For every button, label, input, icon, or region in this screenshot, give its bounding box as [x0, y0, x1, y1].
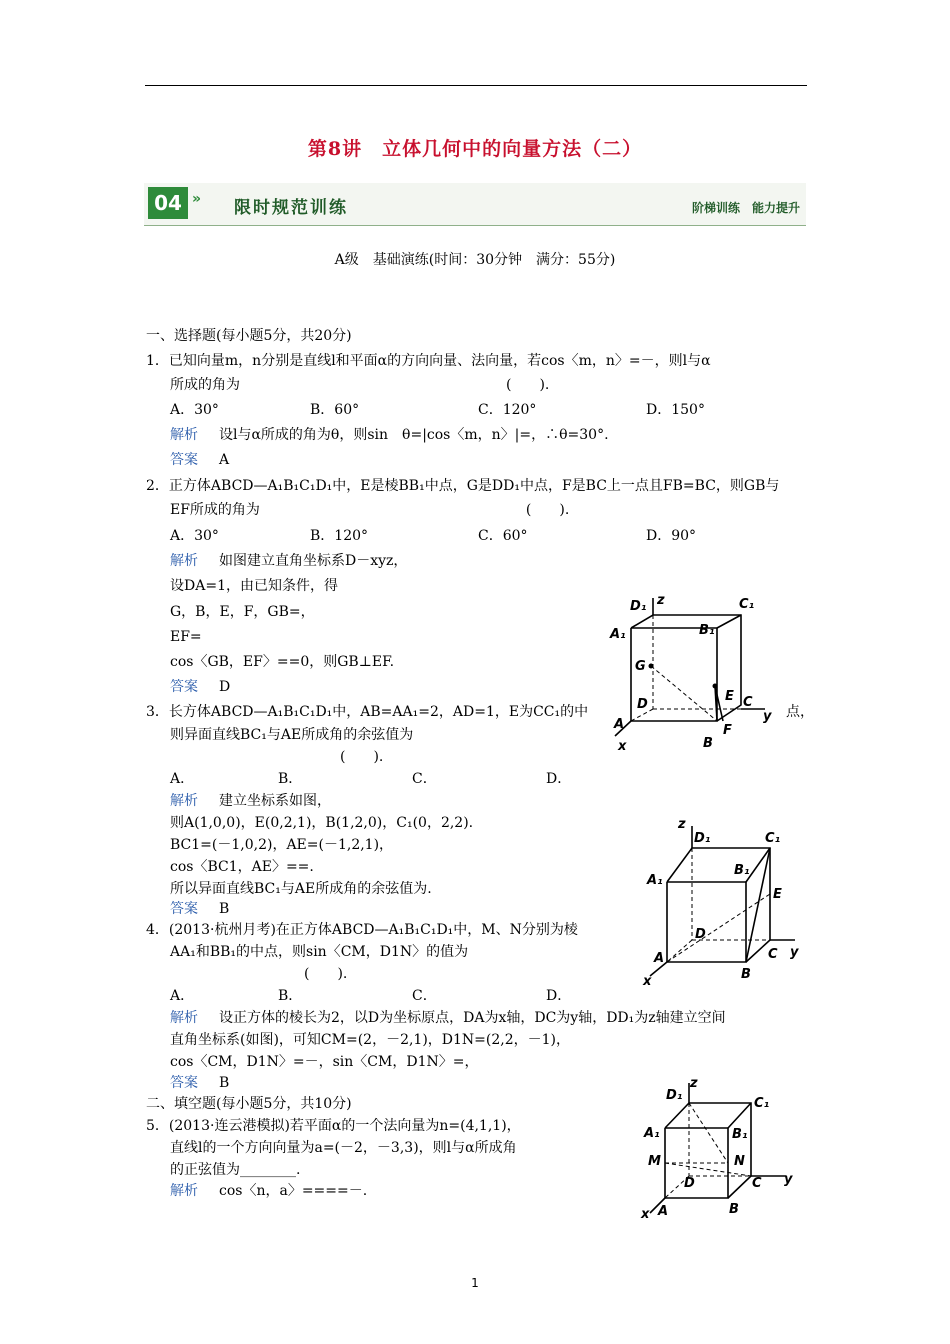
- q1-answer-label: 答案: [170, 452, 198, 468]
- fig2-label-c: C: [768, 947, 778, 962]
- q5-analysis-1: cos〈n，a〉====－.: [219, 1183, 368, 1199]
- fig3-label-c: C: [752, 1176, 762, 1191]
- fig2-label-b: B: [741, 967, 751, 982]
- cube-figure-q4: [638, 1073, 803, 1223]
- q2-analysis-2: 设DA=1，由已知条件，得: [170, 578, 338, 594]
- q1-option-b: B．60°: [310, 402, 360, 418]
- banner-subtitle: 阶梯训练 能力提升: [691, 201, 800, 215]
- section-choice-title: 一、选择题(每小题5分，共20分): [146, 328, 352, 344]
- fig1-label-f: F: [723, 723, 732, 738]
- fig1-label-b1: B₁: [699, 623, 715, 638]
- q3-analysis-label: 解析: [170, 793, 198, 809]
- q4-answer-label: 答案: [170, 1075, 198, 1091]
- q1-analysis: 设l与α所成的角为θ，则sin θ=|cos〈m，n〉|=，∴θ=30°.: [219, 427, 609, 443]
- fig3-label-d1: D₁: [666, 1088, 683, 1103]
- q3-answer-label: 答案: [170, 901, 198, 917]
- q2-answer-label: 答案: [170, 679, 198, 695]
- fig3-label-a: A: [658, 1204, 669, 1219]
- q1-line2: 所成的角为 ( ).: [170, 377, 550, 393]
- fig3-label-m: M: [648, 1154, 661, 1169]
- fig2-label-a: A: [654, 951, 665, 966]
- q3-answer: B: [219, 901, 230, 917]
- q3-analysis-5: 所以异面直线BC₁与AE所成角的余弦值为.: [170, 881, 432, 897]
- q2-line1: 2．正方体ABCD—A₁B₁C₁D₁中，E是棱BB₁中点，G是DD₁中点，F是BC上一点且FB=BC，则GB与: [146, 478, 780, 494]
- cuboid-figure-q3: [640, 810, 815, 985]
- q2-analysis-1: 如图建立直角坐标系D－xyz，: [219, 553, 408, 569]
- q5-line2: 直线l的一个方向向量为a=(－2，－3,3)，则l与α所成角: [170, 1140, 517, 1156]
- q3-option-b: B．: [278, 771, 303, 787]
- banner-chevron: »: [192, 191, 202, 207]
- q2-analysis-4: EF=: [170, 629, 202, 645]
- q2-answer: D: [219, 679, 231, 695]
- fig1-label-x: x: [618, 739, 627, 754]
- banner-title: 限时规范训练: [234, 198, 348, 218]
- level-line: A级 基础演练(时间：30分钟 满分：55分): [334, 252, 616, 268]
- fig1-label-c: C: [743, 695, 753, 710]
- q3-option-c: C．: [412, 771, 437, 787]
- q3-analysis-3: BC1=(－1,0,2)，AE=(－1,2,1)，: [170, 837, 394, 853]
- q3-line1: 3．长方体ABCD—A₁B₁C₁D₁中，AB=AA₁=2，AD=1，E为CC₁的中: [146, 704, 589, 720]
- fig1-label-a1: A₁: [610, 627, 626, 642]
- q3-option-d: D．: [546, 771, 572, 787]
- q3-line2: 则异面直线BC₁与AE所成角的余弦值为: [170, 727, 414, 743]
- q5-line1: 5．(2013·连云港模拟)若平面α的一个法向量为n=(4,1,1)，: [146, 1118, 521, 1134]
- q5-analysis-label: 解析: [170, 1183, 198, 1199]
- fig2-label-z: z: [678, 817, 686, 832]
- fig3-label-b: B: [729, 1202, 739, 1217]
- q2-line2: EF所成的角为 ( ).: [170, 502, 570, 518]
- q3-option-a: A．: [170, 771, 195, 787]
- q1-option-c: C．120°: [478, 402, 537, 418]
- fig1-label-e: E: [725, 689, 734, 704]
- q4-option-a: A．: [170, 988, 195, 1004]
- fig3-label-x: x: [641, 1207, 650, 1222]
- q3-analysis-4: cos〈BC1，AE〉==.: [170, 859, 314, 875]
- fig2-label-e: E: [773, 887, 782, 902]
- q3-line3: ( ).: [340, 749, 384, 765]
- fig3-label-a1: A₁: [644, 1126, 660, 1141]
- q1-option-a: A．30°: [170, 402, 219, 418]
- q1-analysis-label: 解析: [170, 427, 198, 443]
- q2-option-b: B．120°: [310, 528, 369, 544]
- fig2-label-y: y: [790, 945, 799, 960]
- fig2-label-a1: A₁: [647, 873, 663, 888]
- page-number: 1: [471, 1276, 479, 1290]
- q4-analysis-3: cos〈CM，D1N〉=－，sin〈CM，D1N〉=，: [170, 1054, 479, 1070]
- banner-number: 04: [148, 187, 188, 219]
- q2-analysis-5: cos〈GB，EF〉==0，则GB⊥EF.: [170, 654, 395, 670]
- fig1-label-y: y: [763, 709, 772, 724]
- page-title: 第8讲 立体几何中的向量方法（二）: [307, 138, 643, 160]
- q1-line1: 1．已知向量m，n分别是直线l和平面α的方向向量、法向量，若cos〈m，n〉=－，则l与α: [146, 353, 711, 369]
- q4-answer: B: [219, 1075, 230, 1091]
- q3-analysis-1: 建立坐标系如图，: [219, 793, 331, 809]
- fig2-label-c1: C₁: [765, 831, 781, 846]
- q1-option-d: D．150°: [646, 402, 705, 418]
- fig1-label-c1: C₁: [739, 597, 755, 612]
- fig1-label-z: z: [657, 593, 665, 608]
- q2-analysis-label: 解析: [170, 553, 198, 569]
- q4-line2: AA₁和BB₁的中点，则sin〈CM，D1N〉的值为: [170, 944, 469, 960]
- fig1-label-d1: D₁: [630, 599, 647, 614]
- fig2-label-d1: D₁: [694, 831, 711, 846]
- fig3-label-n: N: [734, 1154, 745, 1169]
- fig3-label-y: y: [784, 1172, 793, 1187]
- section-fill-title: 二、填空题(每小题5分，共10分): [146, 1096, 352, 1112]
- fig3-label-z: z: [690, 1076, 698, 1091]
- fig1-label-b: B: [703, 736, 713, 751]
- q4-line3: ( ).: [304, 966, 348, 982]
- q2-option-d: D．90°: [646, 528, 697, 544]
- q4-option-b: B．: [278, 988, 303, 1004]
- q4-analysis-1: 设正方体的棱长为2，以D为坐标原点，DA为x轴，DC为y轴，DD₁为z轴建立空间: [219, 1010, 726, 1026]
- fig2-label-d: D: [695, 927, 706, 942]
- q4-option-d: D．: [546, 988, 572, 1004]
- q2-option-a: A．30°: [170, 528, 219, 544]
- q2-option-c: C．60°: [478, 528, 528, 544]
- fig3-label-b1: B₁: [732, 1127, 748, 1142]
- q2-analysis-3: G，B，E，F，GB=，: [170, 604, 315, 620]
- q4-option-c: C．: [412, 988, 437, 1004]
- fig1-label-g: G: [635, 659, 646, 674]
- fig2-label-b1: B₁: [734, 863, 750, 878]
- fig1-label-a: A: [614, 717, 625, 732]
- q4-line1: 4．(2013·杭州月考)在正方体ABCD—A₁B₁C₁D₁中，M、N分别为棱: [146, 922, 578, 938]
- q4-analysis-2: 直角坐标系(如图)，可知CM=(2，－2,1)，D1N=(2,2，－1)，: [170, 1032, 571, 1048]
- fig3-label-c1: C₁: [754, 1096, 770, 1111]
- q5-line3: 的正弦值为________.: [170, 1162, 301, 1178]
- top-rule: [145, 85, 807, 86]
- q3-analysis-2: 则A(1,0,0)，E(0,2,1)，B(1,2,0)，C₁(0，2,2).: [170, 815, 474, 831]
- section-banner: [144, 183, 806, 226]
- q4-analysis-label: 解析: [170, 1010, 198, 1026]
- fig3-label-d: D: [684, 1176, 695, 1191]
- fig2-label-x: x: [643, 974, 652, 985]
- q1-answer: A: [219, 452, 230, 468]
- cube-figure-q2: [605, 590, 780, 755]
- q3-line1-tail: 点，: [786, 704, 814, 720]
- fig1-label-d: D: [637, 697, 648, 712]
